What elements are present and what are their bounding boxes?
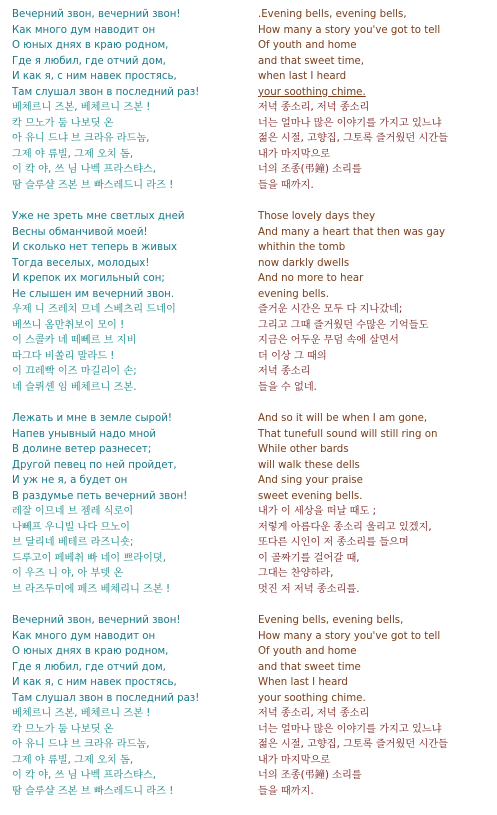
- stanza-right-1: [258, 7, 494, 193]
- korean-translation-line: 들을 수 없네.: [258, 381, 317, 393]
- stanza-right-3: [258, 411, 494, 597]
- english-translation-line: sweet evening bells.: [258, 490, 363, 502]
- russian-lyric-line: Весны обманчивой моей!: [12, 226, 148, 238]
- russian-lyric-line: О юных днях в краю родном,: [12, 646, 169, 657]
- english-translation-line: When last I heard: [258, 677, 348, 688]
- english-translation-line: Of youth and home: [258, 40, 357, 51]
- korean-transliteration-line: 이 끄레빡 이즈 마길리이 손;: [12, 366, 137, 377]
- korean-translation-line: 그대는 찬양하라,: [258, 568, 334, 579]
- english-translation-line: your soothing chime.: [258, 692, 366, 704]
- korean-translation-line: 내가 이 세상을 떠날 때도 ;: [258, 506, 377, 517]
- english-translation-line: and that sweet time: [258, 661, 361, 673]
- korean-translation-line: 이 골짜기를 걸어갈 때,: [258, 552, 360, 564]
- korean-translation-line: 더 이상 그 때의: [258, 350, 327, 362]
- korean-transliteration-line: 그제 야 류빌, 그제 오치 돔,: [12, 754, 134, 766]
- korean-transliteration-line: 브 달리네 베테르 라즈니숏;: [12, 537, 134, 548]
- russian-lyric-line: Не слышен им вечерний звон.: [12, 288, 175, 300]
- korean-transliteration-line: 땀 슬루샬 즈본 브 빠스레드니 라즈 !: [12, 785, 174, 797]
- korean-translation-line: 저녁 종소리: [258, 366, 311, 377]
- english-translation-line: Evening bells, evening bells,: [258, 615, 404, 626]
- english-translation-line: How many a story you've got to tell: [258, 630, 441, 642]
- russian-lyric-line: Как много дум наводит он: [12, 24, 156, 36]
- russian-lyric-line: В раздумье петь вечерний звон!: [12, 490, 188, 502]
- korean-transliteration-line: 레잘 이므네 브 젬레 식로이: [12, 506, 134, 517]
- korean-transliteration-line: 우제 니 즈레치 므네 스베츠리 드네이: [12, 304, 176, 315]
- korean-translation-line: 들을 때까지.: [258, 179, 314, 191]
- korean-translation-line: 너는 얼마나 많은 이야기를 가지고 있느냐: [258, 723, 442, 735]
- russian-lyric-line: Тогда веселых, молодых!: [12, 257, 150, 269]
- russian-lyric-line: Напев унывный надо мной: [12, 428, 156, 440]
- korean-translation-line: 저렇게 아름다운 종소리 울리고 있겠지,: [258, 521, 432, 533]
- korean-transliteration-line: 이 칵 야, 쓰 님 나벡 프라스탸스,: [12, 164, 156, 175]
- english-translation-line: whithin the tomb: [258, 242, 346, 253]
- russian-lyric-line: Там слушал звон в последний раз!: [12, 86, 200, 98]
- russian-lyric-line: И как я, с ним навек простясь,: [12, 71, 177, 82]
- korean-translation-line: 너의 조종(弔鐘) 소리를: [258, 164, 362, 175]
- korean-translation-line: 너의 조종(弔鐘) 소리를: [258, 770, 362, 781]
- korean-translation-line: 저녁 종소리, 저녁 종소리: [258, 708, 370, 719]
- korean-transliteration-line: 이 스콜카 녜 떼뻬르 브 지비: [12, 335, 137, 346]
- korean-translation-line: 젊은 시절, 고향집, 그토록 즐거웠던 시간들: [258, 133, 448, 144]
- russian-lyric-line: О юных днях в краю родном,: [12, 40, 169, 51]
- russian-lyric-line: Там слушал звон в последний раз!: [12, 692, 200, 704]
- korean-translation-line: 지금은 어두운 무덤 속에 살면서: [258, 335, 399, 346]
- korean-transliteration-line: 그제 야 류빌, 그제 오치 돔,: [12, 148, 134, 160]
- korean-transliteration-line: 아 유니 드냐 브 크라유 라드놈,: [12, 133, 150, 144]
- korean-transliteration-line: 칵 므노가 둠 나보딧 온: [12, 117, 114, 129]
- korean-transliteration-line: 땀 슬루샬 즈본 브 빠스레드니 라즈 !: [12, 179, 174, 191]
- korean-translation-line: 내가 마지막으로: [258, 754, 331, 766]
- russian-lyric-line: И крепок их могильный сон;: [12, 273, 165, 284]
- russian-lyric-line: Где я любил, где отчий дом,: [12, 55, 166, 67]
- stanza-right-4: [258, 613, 494, 799]
- english-translation-line: That tunefull sound will still ring on: [258, 428, 438, 440]
- russian-lyric-line: Лежать и мне в земле сырой!: [12, 413, 172, 424]
- russian-lyric-line: Вечерний звон, вечерний звон!: [12, 9, 181, 20]
- korean-translation-line: 즐거운 시간은 모두 다 지나갔네;: [258, 304, 403, 315]
- english-translation-line: Those lovely days they: [258, 211, 376, 222]
- korean-translation-line: 들을 때까지.: [258, 785, 314, 797]
- stanza-right-2: [258, 209, 494, 395]
- english-translation-line: And no more to hear: [258, 273, 364, 284]
- korean-transliteration-line: 베체르니 즈본, 베체르니 즈본 !: [12, 708, 151, 719]
- stanza-left-1: [12, 7, 248, 193]
- korean-transliteration-line: 칵 므노가 둠 나보딧 온: [12, 723, 114, 735]
- english-translation-line: now darkly dwells: [258, 257, 350, 269]
- korean-translation-line: 멋진 저 저녁 종소리를.: [258, 583, 360, 595]
- english-translation-line: How many a story you've got to tell: [258, 24, 441, 36]
- russian-lyric-line: Где я любил, где отчий дом,: [12, 661, 166, 673]
- english-translation-line: And many a heart that then was gay: [258, 226, 446, 238]
- korean-transliteration-line: 이 칵 야, 쓰 님 나벡 프라스탸스,: [12, 770, 156, 781]
- korean-translation-line: 그리고 그때 즐거웠던 수많은 기억들도: [258, 319, 429, 331]
- korean-translation-line: 또다른 시인이 저 종소리를 들으며: [258, 537, 409, 548]
- russian-lyric-line: И сколько нет теперь в живых: [12, 242, 178, 253]
- english-translation-line: your soothing chime.: [258, 86, 366, 98]
- stanza-left-4: [12, 613, 248, 799]
- korean-translation-line: 내가 마지막으로: [258, 148, 331, 160]
- english-translation-line: And sing your praise: [258, 475, 363, 486]
- korean-transliteration-line: 브 라즈두미에 페즈 베체리니 즈본 !: [12, 583, 171, 595]
- english-translation-line: .Evening bells, evening bells,: [258, 9, 407, 20]
- korean-translation-line: 젊은 시절, 고향집, 그토록 즐거웠던 시간들: [258, 739, 448, 750]
- stanza-left-2: [12, 209, 248, 395]
- korean-transliteration-line: 녜 슬뤼셴 임 베체르니 즈본.: [12, 381, 137, 393]
- english-translation-line: will walk these dells: [258, 459, 360, 471]
- korean-transliteration-line: 아 유니 드냐 브 크라유 라드놈,: [12, 739, 150, 750]
- russian-lyric-line: Вечерний звон, вечерний звон!: [12, 615, 181, 626]
- russian-lyric-line: Как много дум наводит он: [12, 630, 156, 642]
- left-column: [12, 7, 248, 815]
- korean-translation-line: 저녁 종소리, 저녁 종소리: [258, 102, 370, 113]
- russian-lyric-line: И уж не я, а будет он: [12, 475, 128, 486]
- korean-translation-line: 너는 얼마나 많은 이야기를 가지고 있느냐: [258, 117, 442, 129]
- right-column: [258, 7, 494, 815]
- russian-lyric-line: Другой певец по ней пройдет,: [12, 459, 177, 471]
- korean-transliteration-line: 나뻬프 우니빌 나다 므노이: [12, 521, 130, 533]
- english-translation-line: when last I heard: [258, 71, 347, 82]
- korean-transliteration-line: 베체르니 즈본, 베체르니 즈본 !: [12, 102, 151, 113]
- korean-transliteration-line: 이 우즈 니 야, 아 부뎃 온: [12, 568, 124, 579]
- english-translation-line: While other bards: [258, 444, 349, 455]
- english-translation-line: And so it will be when I am gone,: [258, 413, 428, 424]
- english-translation-line: Of youth and home: [258, 646, 357, 657]
- russian-lyric-line: Уже не зреть мне светлых дней: [12, 211, 185, 222]
- stanza-left-3: [12, 411, 248, 597]
- korean-transliteration-line: 따그다 비쏠리 말라드 !: [12, 350, 115, 362]
- english-translation-line: evening bells.: [258, 288, 329, 300]
- russian-lyric-line: И как я, с ним навек простясь,: [12, 677, 177, 688]
- korean-transliteration-line: 베쓰니 옴만취보이 모이 !: [12, 319, 125, 331]
- english-translation-line: and that sweet time,: [258, 55, 364, 67]
- korean-transliteration-line: 드루고이 페베취 빠 네이 쁘라이뎟,: [12, 552, 166, 564]
- russian-lyric-line: В долине ветер разнесет;: [12, 444, 152, 455]
